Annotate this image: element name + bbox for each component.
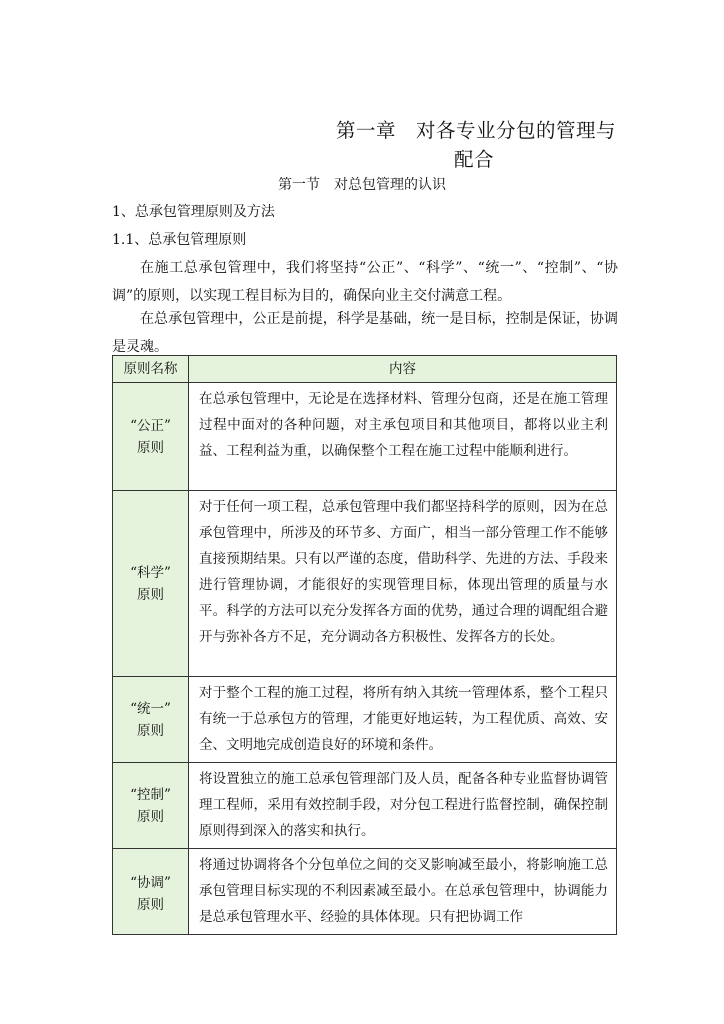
principle-name-cell <box>113 849 189 935</box>
principle-name-cell <box>113 383 189 491</box>
principle-suffix: 原则 <box>137 722 164 739</box>
table-row <box>113 383 617 491</box>
principle-suffix: 原则 <box>137 439 164 456</box>
paragraph-summary: 在总承包管理中，公正是前提，科学是基础，统一是目标，控制是保证，协调是灵魂。 <box>112 311 618 355</box>
principle-suffix: 原则 <box>137 808 164 825</box>
principle-name: “统一” <box>130 700 171 717</box>
principle-content-cell: 对于整个工程的施工过程，将所有纳入其统一管理体系，整个工程只有统一于总承包方的管理，才能更好地运转，为工程优质、高效、安全、文明地完成创造良好的环境和条件。 <box>189 677 617 763</box>
table-row <box>113 763 617 849</box>
chapter-title-line1: 第一章 对各专业分包的管理与 <box>336 119 617 142</box>
header-content-cell: 内容 <box>189 356 617 383</box>
principle-content-cell: 对于任何一项工程，总承包管理中我们都坚持科学的原则，因为在总承包管理中，所涉及的环节多、方面广，相当一部分管理工作不能够直接预期结果。只有以严谨的态度，借助科学、先进的方法、手段来进行管理协调，才能很好的实现管理目标，体现出管理的质量与水平。科学的方法可以充分发挥各方面的优势，通过合理的调配组合避开与弥补各方不足，充分调动各方积极性、发挥各方的长处。 <box>189 491 617 677</box>
principle-content-cell: 将通过协调将各个分包单位之间的交叉影响减至最小，将影响施工总承包管理目标实现的不利因素减至最小。在总承包管理中，协调能力是总承包管理水平、经验的具体体现。只有把协调工作 <box>189 849 617 935</box>
table-header-row <box>113 356 617 383</box>
principle-name: “科学” <box>130 564 171 581</box>
principle-name: “控制” <box>130 786 171 803</box>
chapter-title-line2: 配合 <box>454 148 495 171</box>
paragraph-intro: 在施工总承包管理中，我们将坚持“公正”、“科学”、“统一”、“控制”、“协调”的原则，以实现工程目标为目的，确保向业主交付满意工程。 <box>112 260 618 304</box>
heading-level1: 1、总承包管理原则及方法 <box>112 204 275 220</box>
header-name-cell: 原则名称 <box>113 356 189 383</box>
principle-name: “公正” <box>130 417 171 434</box>
principle-suffix: 原则 <box>137 896 164 913</box>
principles-table <box>112 355 617 935</box>
principle-name: “协调” <box>130 874 171 891</box>
heading-level2: 1.1、总承包管理原则 <box>112 232 247 248</box>
principle-content-cell: 将设置独立的施工总承包管理部门及人员，配备各种专业监督协调管理工程师，采用有效控制手段，对分包工程进行监督控制，确保控制原则得到深入的落实和执行。 <box>189 763 617 849</box>
principle-name-cell <box>113 763 189 849</box>
chapter-title <box>336 116 626 174</box>
principle-content-cell: 在总承包管理中，无论是在选择材料、管理分包商，还是在施工管理过程中面对的各种问题，对主承包项目和其他项目，都将以业主利益、工程利益为重，以确保整个工程在施工过程中能顺利进行。 <box>189 383 617 491</box>
principle-name-cell <box>113 491 189 677</box>
table-row <box>113 491 617 677</box>
section-title: 第一节 对总包管理的认识 <box>278 177 446 193</box>
principle-name-cell <box>113 677 189 763</box>
table-row <box>113 677 617 763</box>
principle-suffix: 原则 <box>137 586 164 603</box>
table-row <box>113 849 617 935</box>
